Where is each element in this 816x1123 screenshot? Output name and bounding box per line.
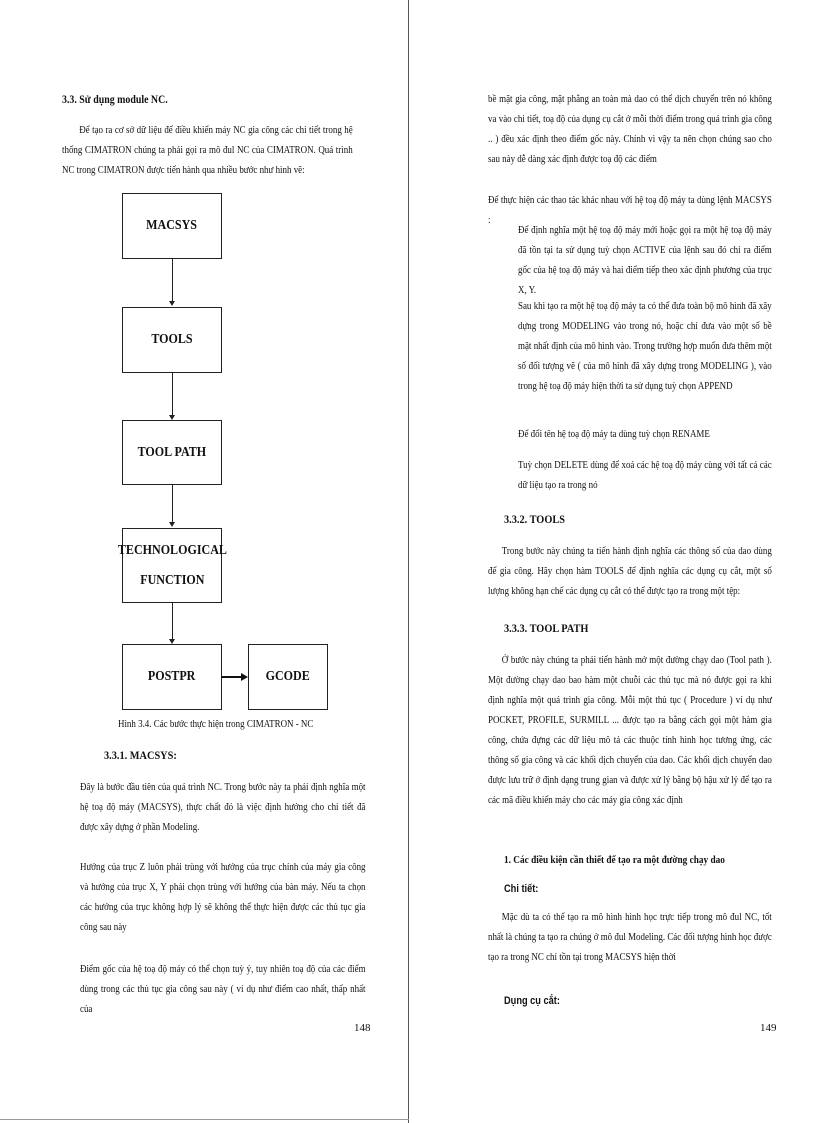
subsection-heading-tool-path: 3.3.3. TOOL PATH xyxy=(504,621,589,635)
section-heading: 3.3. Sử dụng module NC. xyxy=(62,94,168,106)
indented-paragraph: Tuỳ chọn DELETE dùng để xoá các hệ toạ độ máy cùng với tất cả các dữ liệu tạo ra trong nó xyxy=(518,460,772,491)
paragraph: Trong bước này chúng ta tiến hành định nghĩa các thông số của dao dùng để gia công. Hãy chọn hàm TOOLS để định nghĩa các dụng cụ cắt, một số lượng không hạn chế các dụng cụ cắt có thể được tạo ra trong một tệp: xyxy=(488,546,772,597)
indented-paragraph: Để đổi tên hệ toạ độ máy ta dùng tuỳ chọn RENAME xyxy=(518,429,710,440)
flow-box-technological-function xyxy=(117,528,227,603)
paragraph: Mặc dù ta có thể tạo ra mô hình hình học trực tiếp trong mô đul NC, tốt nhất là chúng ta tạo ra chúng ở mô đul Modeling. Các đối tượng hình học được tạo ra trong NC chỉ tồn tại trong MACSYS hiện thời xyxy=(488,912,772,963)
flow-label-macsys: MACSYS xyxy=(146,218,198,233)
flow-connector xyxy=(172,602,173,640)
flow-connector xyxy=(221,676,241,678)
page-number: 149 xyxy=(760,1022,777,1034)
page-number: 148 xyxy=(354,1022,371,1034)
subsection-heading-tools: 3.3.2. TOOLS xyxy=(504,512,565,526)
flow-connector xyxy=(172,372,173,416)
paragraph: Để thực hiện các thao tác khác nhau với hệ toạ độ máy ta dùng lệnh MACSYS : xyxy=(488,195,772,226)
paragraph: Điểm gốc của hệ toạ độ máy có thể chọn tuỳ ý, tuy nhiên toạ độ của các điểm dùng trong các thủ tục gia công sau này ( ví dụ như điểm cao nhất, thấp nhất của xyxy=(80,964,366,1015)
intro-paragraph: Để tạo ra cơ sở dữ liệu để điều khiển máy NC gia công các chi tiết trong hệ thống CIMATRON chúng ta phải gọi ra mô đul NC của CIMATRON. Quá trình NC trong CIMATRON được tiến hành qua nhiều bước như hình vẽ: xyxy=(62,125,353,176)
cutting-tool-heading: Dụng cụ cắt: xyxy=(504,995,560,1007)
flow-label-gcode: GCODE xyxy=(265,669,311,684)
flow-box-macsys xyxy=(122,193,222,259)
right-page xyxy=(409,0,816,1123)
indented-paragraph: Sau khi tạo ra một hệ toạ độ máy ta có thể đưa toàn bộ mô hình đã xây dựng trong MODELING vào trong nó, hoặc chỉ đưa vào một số bề mặt nhất định của mô hình vào. Trong trường hợp muốn đưa thêm một số đối tượng vẽ ( của mô hình đã xây dựng trong MODELING ), vào trong hệ toạ độ máy hiện thời ta sử dụng tuỳ chọn APPEND xyxy=(518,301,772,392)
flow-box-gcode xyxy=(248,644,328,710)
flow-label-function: FUNCTION xyxy=(139,572,205,588)
flow-box-tools xyxy=(122,307,222,373)
paragraph: Hướng của trục Z luôn phải trùng với hướng của trục chính của máy gia công và hướng của trục X, Y phải chọn trùng với hướng của bàn máy. Nếu ta chọn các hướng của trục không hợp lý sẽ không thể thực hiện được các thủ tục gia công sau này xyxy=(80,862,366,933)
flow-arrow-icon xyxy=(241,673,248,681)
paragraph: Đây là bước đầu tiên của quá trình NC. Trong bước này ta phải định nghĩa một hệ toạ độ máy (MACSYS), thực chất đó là việc định hướng cho chi tiết đã được xây dựng ở phần Modeling. xyxy=(80,782,366,833)
flow-label-technological: TECHNOLOGICAL xyxy=(117,542,227,558)
conditions-heading: 1. Các điều kiện cần thiết để tạo ra một đường chạy dao xyxy=(504,854,725,866)
paragraph: bề mặt gia công, mặt phẳng an toàn mà dao có thể dịch chuyển trên nó không va vào chi tiết, toạ độ của dụng cụ cắt ở mỗi thời điểm trong quá trình gia công .. ) đều xác định theo điểm gốc này. Chính vì vậy ta nên chọn chúng sao cho sau này dễ dàng xác định được toạ độ các điểm xyxy=(488,94,772,165)
flow-connector xyxy=(172,484,173,523)
flow-arrow-icon xyxy=(169,522,175,527)
paragraph: Ở bước này chúng ta phải tiến hành mở một đường chạy dao (Tool path ). Một đường chạy dao bao hàm một chuỗi các thủ tục mà nó được gọi ra khi định nghĩa một quá trình gia công. Mỗi một thủ tục ( Procedure ) ví dụ như POCKET, PROFILE, SURMILL ... được tạo ra bằng cách gọi một hàm gia công, chứa đựng các dữ liệu mô tả các thuộc tính hình học tương ứng, các thông số gia công và các khối dịch chuyển của dao. Các khối dịch chuyển dao được lưu trữ ở định dạng trung gian và được xử lý bằng bộ hậu xử lý để tạo ra các mã điều khiển máy cho các máy gia công xác định xyxy=(488,655,772,806)
flow-arrow-icon xyxy=(169,301,175,306)
flow-box-tool-path xyxy=(122,420,222,485)
figure-caption: Hình 3.4. Các bước thực hiện trong CIMATRON - NC xyxy=(118,719,314,730)
flow-label-postpr: POSTPR xyxy=(148,669,196,684)
flow-connector xyxy=(172,258,173,302)
subsection-heading-macsys: 3.3.1. MACSYS: xyxy=(104,748,177,762)
flow-box-postpr xyxy=(122,644,222,710)
flow-label-tool-path: TOOL PATH xyxy=(137,444,207,460)
indented-paragraph: Để định nghĩa một hệ toạ độ máy mới hoặc gọi ra một hệ toạ độ máy đã tồn tại ta sử dụng tuỳ chọn ACTIVE của lệnh sau đó chỉ ra điểm gốc của hệ toạ độ máy và hai điểm tiếp theo xác định phương của trục X, Y. xyxy=(518,225,772,296)
flow-label-tools: TOOLS xyxy=(151,332,193,347)
detail-heading: Chi tiết: xyxy=(504,883,539,895)
